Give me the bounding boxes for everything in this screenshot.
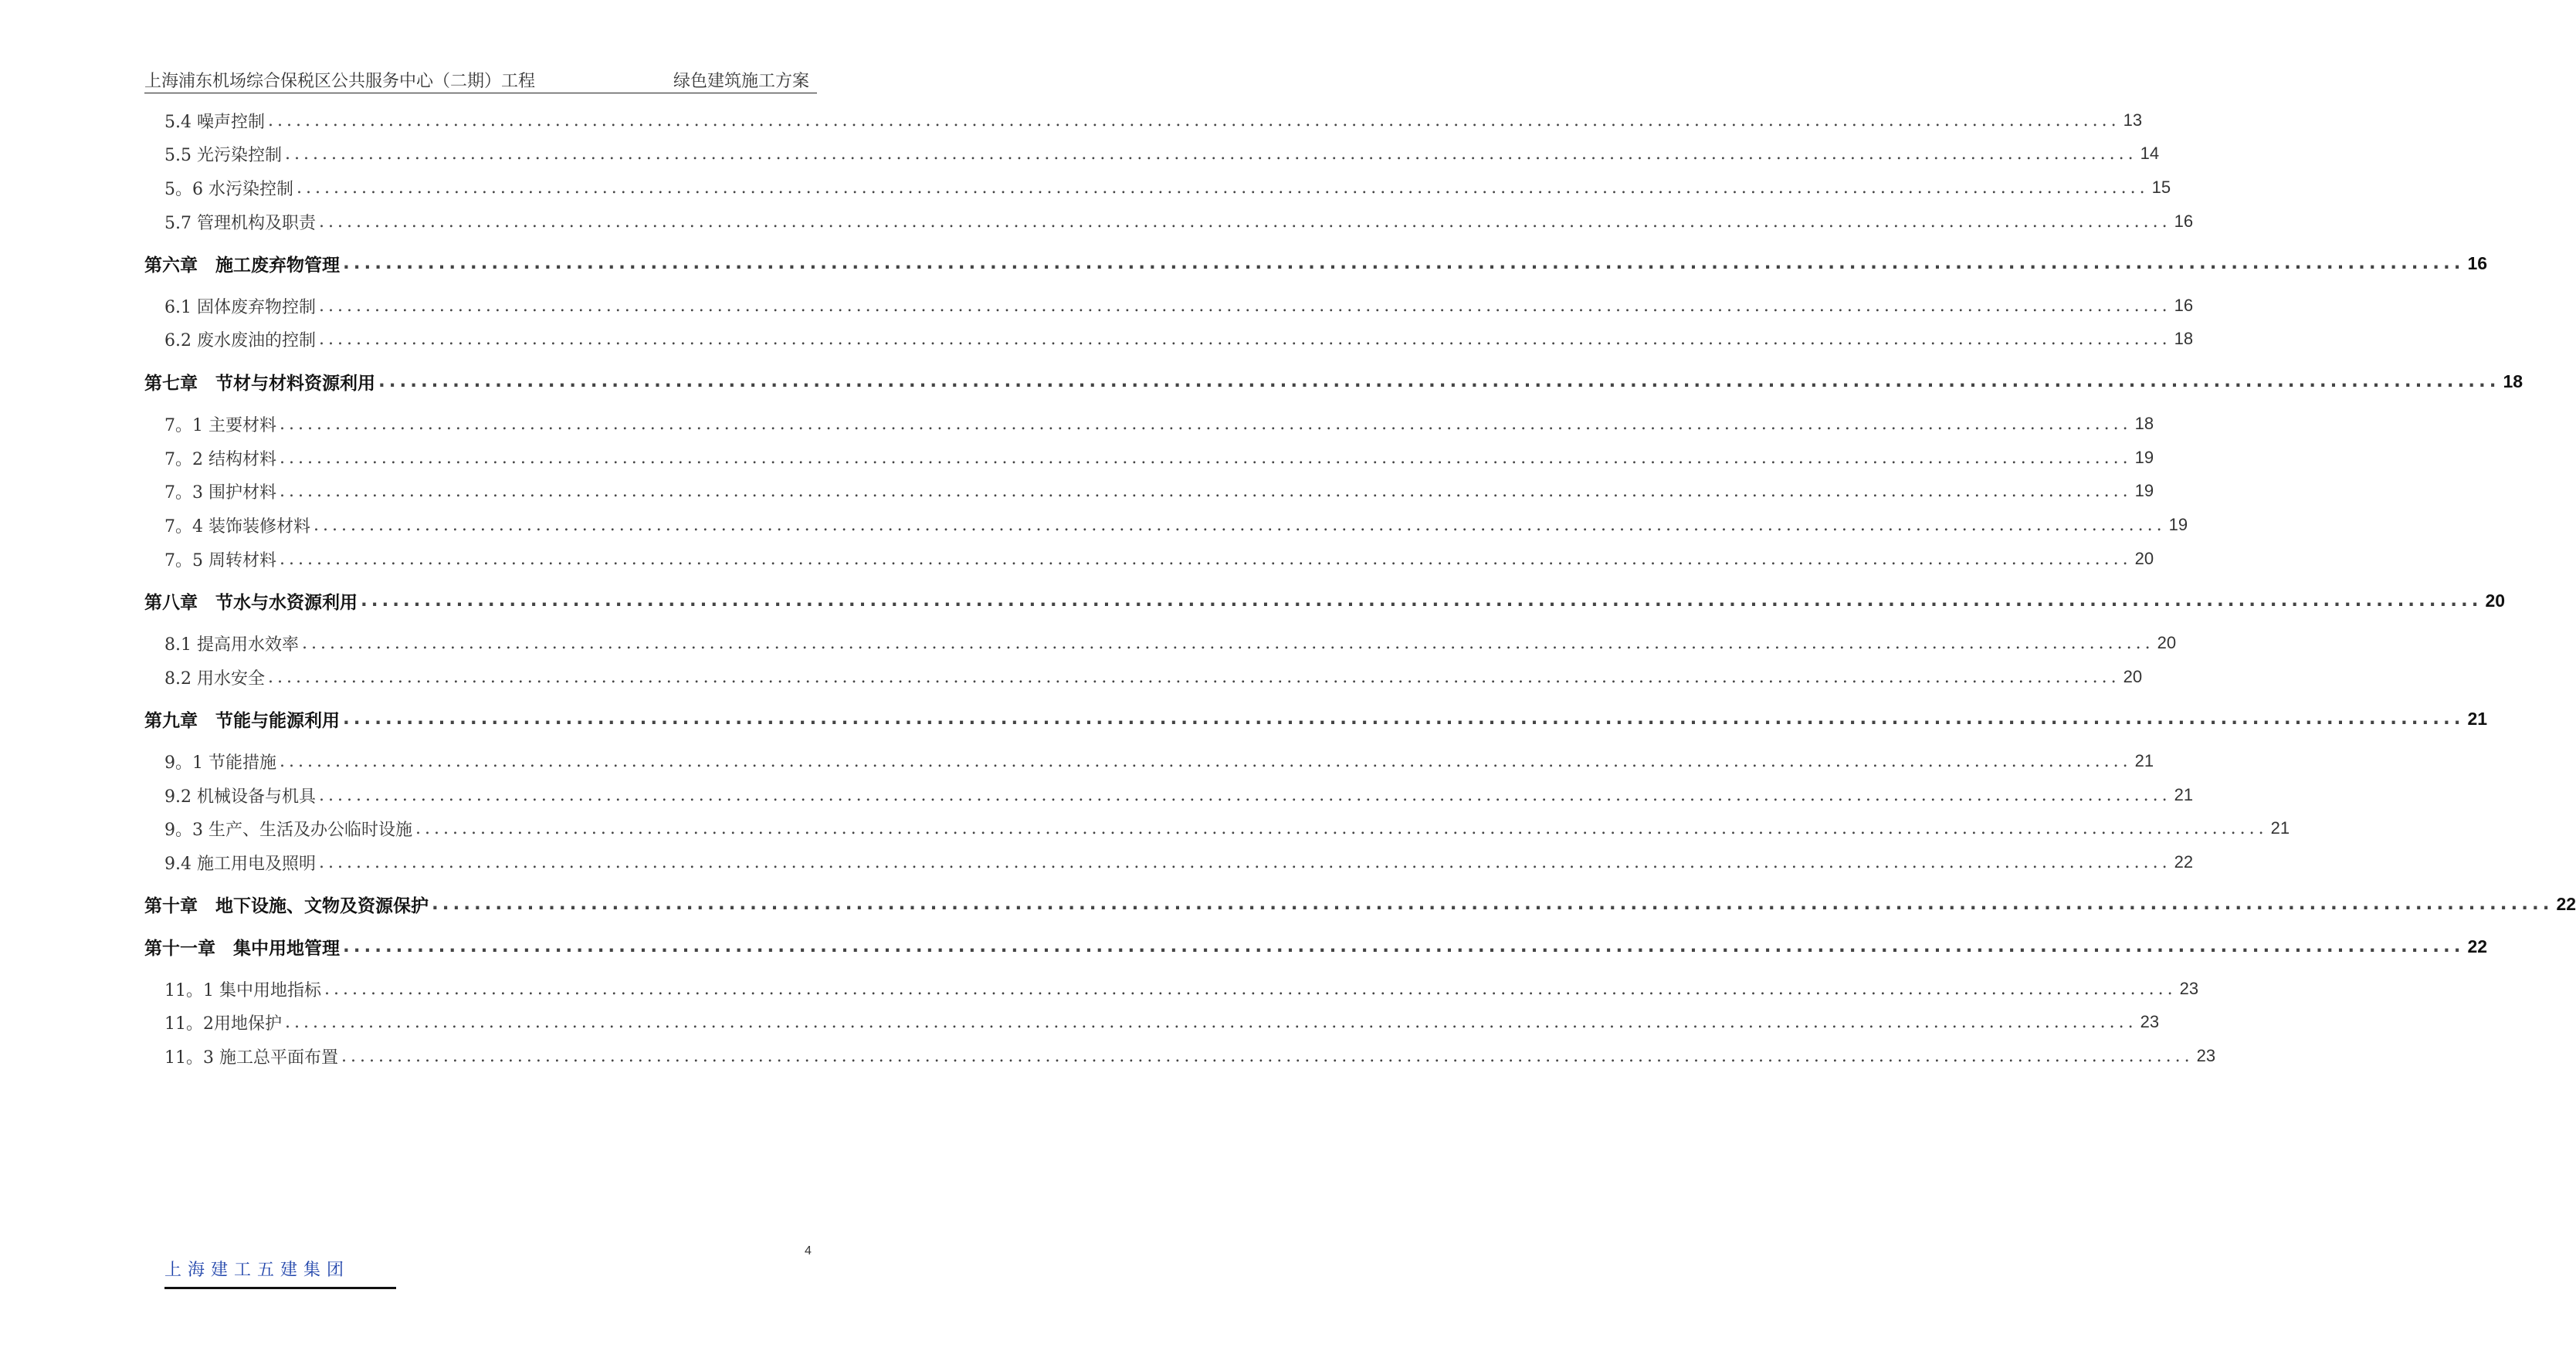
toc-section-entry[interactable] [144, 444, 2154, 472]
toc-section-entry[interactable] [144, 663, 2143, 691]
toc-section-entry[interactable] [144, 292, 2194, 320]
toc-entry-page: 21 [2134, 751, 2154, 770]
toc-dot-leader: ........................................................................................................................................................................................................ [318, 329, 2171, 349]
toc-dot-leader: ........................................................................................................................................................................................................ [324, 979, 2177, 999]
toc-entry-title: 第九章 节能与能源利用 [144, 710, 340, 731]
toc-entry-page: 23 [2196, 1046, 2216, 1065]
header-project-title: 上海浦东机场综合保税区公共服务中心（二期）工程 [144, 72, 536, 91]
toc-section-entry[interactable] [144, 1042, 2216, 1070]
toc-section-entry[interactable] [144, 545, 2154, 573]
toc-section-entry[interactable] [144, 814, 2290, 842]
toc-entry-title: 9.2 机械设备与机具 [164, 787, 316, 807]
toc-dot-leader: ........................................................................................................................................................................................................ [280, 414, 2132, 434]
toc-entry-title: 第十章 地下设施、文物及资源保护 [144, 895, 429, 916]
toc-entry-title: 5.5 光污染控制 [164, 145, 282, 165]
toc-entry-page: 20 [2123, 667, 2143, 686]
toc-dot-leader: ........................................................................................................................................................................................................ [415, 818, 2268, 838]
toc-entry-title: 8.2 用水安全 [164, 669, 265, 689]
toc-section-entry[interactable] [144, 107, 2143, 134]
toc-entry-page: 19 [2134, 448, 2154, 467]
toc-entry-page: 16 [2174, 296, 2194, 315]
toc-section-entry[interactable] [144, 174, 2171, 201]
toc-section-entry[interactable] [144, 629, 2177, 657]
toc-entry-page: 22 [2174, 852, 2194, 872]
toc-entry-page: 19 [2168, 515, 2188, 534]
toc-dot-leader: ........................................................................................................................................................................................................ [318, 785, 2171, 805]
toc-section-entry[interactable] [144, 781, 2194, 809]
toc-dot-leader: ........................................................................................................................................................................................................ [280, 448, 2132, 468]
footer-underline [164, 1287, 396, 1289]
toc-dot-leader: ........................................................................................................................................................................................................ [280, 751, 2132, 771]
toc-section-entry[interactable] [144, 975, 2199, 1003]
toc-dot-leader: ........................................................................................................................................................................................................ [314, 515, 2166, 535]
toc-entry-page: 21 [2174, 785, 2194, 804]
toc-entry-title: 9。3 生产、生活及办公临时设施 [164, 820, 412, 840]
toc-chapter-entry[interactable] [144, 705, 2488, 733]
toc-entry-page: 19 [2134, 481, 2154, 500]
toc-entry-title: 9。1 节能措施 [164, 753, 276, 773]
toc-entry-title: 9.4 施工用电及照明 [164, 854, 316, 874]
toc-entry-page: 14 [2140, 144, 2160, 163]
toc-dot-leader: ........................................................................................................................................................................................................ [343, 936, 2465, 956]
header-document-title: 绿色建筑施工方案 [673, 72, 809, 91]
toc-entry-title: 7。3 围护材料 [164, 482, 276, 503]
toc-dot-leader: ........................................................................................................................................................................................................ [280, 549, 2132, 569]
toc-entry-title: 第七章 节材与材料资源利用 [144, 373, 375, 394]
toc-entry-title: 6.2 废水废油的控制 [164, 330, 316, 350]
toc-entry-title: 11。1 集中用地指标 [164, 980, 321, 1000]
toc-dot-leader: ........................................................................................................................................................................................................ [341, 1046, 2194, 1066]
toc-section-entry[interactable] [144, 511, 2188, 539]
toc-entry-page: 13 [2123, 110, 2143, 130]
toc-dot-leader: ........................................................................................................................................................................................................ [361, 591, 2483, 611]
toc-entry-title: 8.1 提高用水效率 [164, 635, 299, 655]
toc-entry-title: 11。3 施工总平面布置 [164, 1048, 338, 1068]
toc-section-entry[interactable] [144, 208, 2194, 235]
toc-chapter-entry[interactable] [144, 367, 2523, 395]
toc-chapter-entry[interactable] [144, 890, 2576, 918]
toc-entry-title: 7。4 装饰装修材料 [164, 516, 310, 537]
toc-entry-page: 22 [2467, 936, 2488, 956]
toc-section-entry[interactable] [144, 325, 2194, 353]
toc-chapter-entry[interactable] [144, 933, 2488, 960]
toc-dot-leader: ........................................................................................................................................................................................................ [267, 110, 2120, 130]
page-number: 4 [805, 1244, 812, 1258]
toc-entry-page: 16 [2174, 212, 2194, 231]
toc-section-entry[interactable] [144, 477, 2154, 505]
toc-entry-page: 15 [2151, 178, 2171, 197]
toc-entry-title: 6.1 固体废弃物控制 [164, 297, 316, 317]
toc-dot-leader: ........................................................................................................................................................................................................ [378, 371, 2500, 391]
toc-entry-title: 第十一章 集中用地管理 [144, 938, 340, 959]
toc-dot-leader: ........................................................................................................................................................................................................ [318, 296, 2171, 316]
toc-dot-leader: ........................................................................................................................................................................................................ [284, 144, 2137, 164]
toc-entry-page: 23 [2179, 979, 2199, 998]
toc-entry-page: 18 [2134, 414, 2154, 433]
toc-dot-leader: ........................................................................................................................................................................................................ [297, 178, 2149, 198]
toc-dot-leader: ........................................................................................................................................................................................................ [280, 481, 2132, 501]
toc-dot-leader: ........................................................................................................................................................................................................ [343, 253, 2465, 273]
toc-entry-page: 20 [2157, 633, 2177, 652]
toc-entry-page: 21 [2467, 708, 2488, 729]
toc-entry-page: 16 [2467, 252, 2488, 273]
toc-dot-leader: ........................................................................................................................................................................................................ [432, 894, 2554, 914]
toc-section-entry[interactable] [144, 140, 2160, 168]
toc-entry-title: 7。5 周转材料 [164, 550, 276, 570]
toc-entry-title: 第六章 施工废弃物管理 [144, 255, 340, 276]
toc-dot-leader: ........................................................................................................................................................................................................ [301, 633, 2154, 653]
toc-entry-page: 18 [2503, 371, 2523, 391]
toc-section-entry[interactable] [144, 747, 2154, 775]
toc-dot-leader: ........................................................................................................................................................................................................ [318, 212, 2171, 232]
toc-chapter-entry[interactable] [144, 587, 2506, 614]
toc-section-entry[interactable] [144, 410, 2154, 438]
toc-section-entry[interactable] [144, 1008, 2160, 1036]
toc-entry-title: 5。6 水污染控制 [164, 179, 293, 199]
toc-entry-title: 7。1 主要材料 [164, 415, 276, 435]
toc-entry-title: 11。2用地保护 [164, 1014, 282, 1034]
toc-entry-page: 20 [2485, 590, 2506, 611]
footer-company-name: 上海建工五建集团 [164, 1261, 351, 1280]
toc-section-entry[interactable] [144, 848, 2194, 876]
toc-dot-leader: ........................................................................................................................................................................................................ [285, 1012, 2137, 1032]
toc-entry-page: 21 [2270, 818, 2290, 838]
page-header [144, 65, 817, 93]
toc-entry-page: 20 [2134, 549, 2154, 568]
toc-chapter-entry[interactable] [144, 249, 2488, 277]
toc-entry-title: 5.7 管理机构及职责 [164, 213, 316, 233]
toc-dot-leader: ........................................................................................................................................................................................................ [318, 852, 2171, 872]
toc-entry-title: 5.4 噪声控制 [164, 112, 265, 132]
toc-dot-leader: ........................................................................................................................................................................................................ [343, 709, 2465, 729]
toc-entry-page: 23 [2140, 1012, 2160, 1031]
toc-entry-title: 7。2 结构材料 [164, 449, 276, 469]
toc-entry-page: 22 [2556, 893, 2576, 914]
toc-entry-page: 18 [2174, 329, 2194, 348]
toc-entry-title: 第八章 节水与水资源利用 [144, 592, 358, 613]
toc-dot-leader: ........................................................................................................................................................................................................ [267, 667, 2120, 687]
